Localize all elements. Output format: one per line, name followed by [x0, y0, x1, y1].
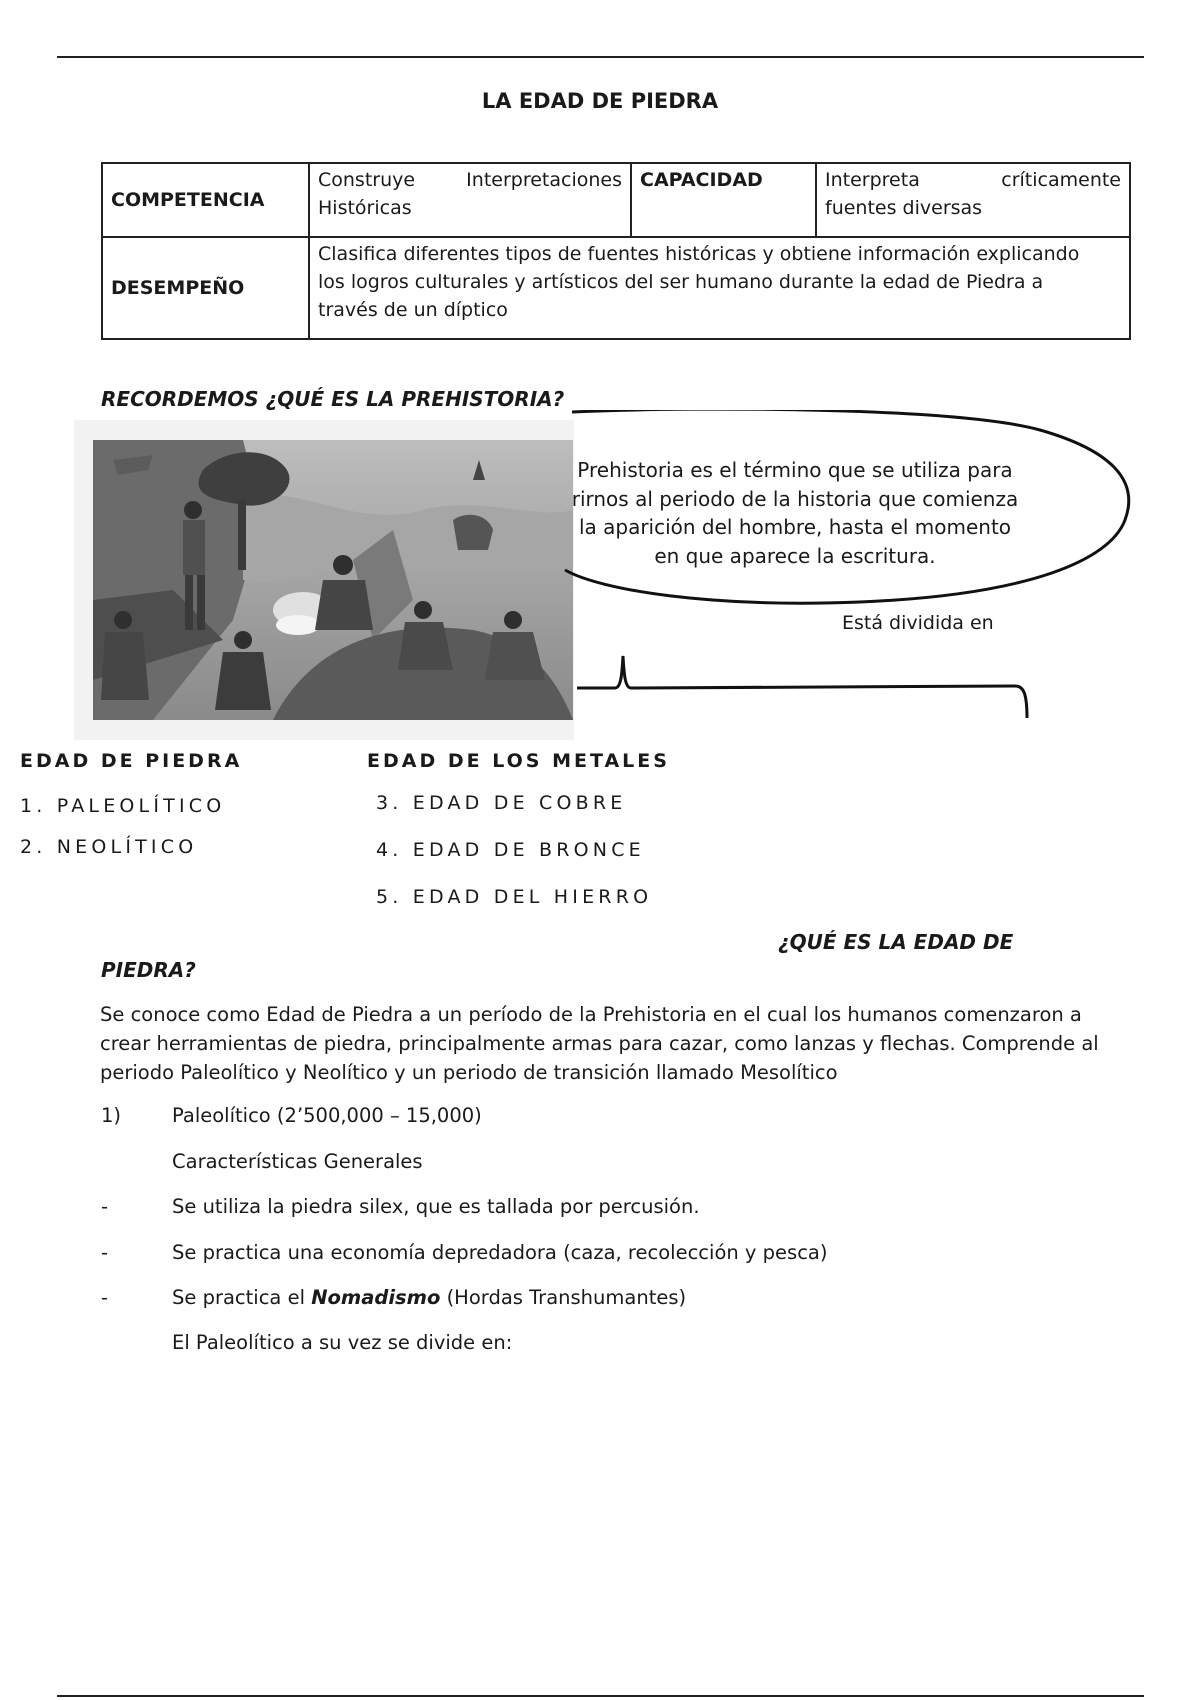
capacidad-value	[816, 163, 1130, 237]
definition-line: Prehistoria es el término que se utiliza para	[577, 458, 1013, 482]
capacidad-word: críticamente	[1001, 169, 1121, 191]
prehistoric-scene-image	[93, 440, 573, 720]
competencia-word: Construye	[318, 169, 416, 191]
division-intro: El Paleolítico a su vez se divide en:	[172, 1331, 513, 1354]
que-es-heading-part1: ¿QUÉ ES LA EDAD DE	[778, 930, 1014, 954]
bullet-marker: -	[101, 1241, 109, 1264]
competencia-word: Interpretaciones	[466, 169, 622, 191]
period-item: 5. EDAD DEL HIERRO	[376, 886, 653, 908]
definition-line: en que aparece la escritura.	[654, 543, 936, 568]
dividida-label: Está dividida en	[842, 612, 994, 634]
top-rule	[57, 56, 1144, 58]
definition-line: la aparición del hombre, hasta el momento	[578, 515, 1012, 539]
definition-line: rirnos al periodo de la historia que comienza	[571, 486, 1019, 511]
division-brace	[575, 652, 1035, 722]
period-item: 1. PALEOLÍTICO	[20, 795, 226, 817]
bullet-text: Se utiliza la piedra silex, que es tallada por percusión.	[172, 1195, 700, 1218]
competency-table	[101, 162, 1131, 340]
capacidad-word: Interpreta	[825, 169, 920, 191]
capacidad-label: CAPACIDAD	[631, 163, 816, 237]
prehistoric-scene-illustration	[74, 420, 574, 740]
nomadismo-emphasis: Nomadismo	[311, 1286, 441, 1309]
capacidad-word: fuentes diversas	[825, 197, 983, 219]
edad-de-los-metales-heading: EDAD DE LOS METALES	[367, 750, 670, 772]
desempeno-value: Clasifica diferentes tipos de fuentes históricas y obtiene información explicando los logros culturales y artísticos del ser humano durante la edad de Piedra a través de un díptico	[309, 237, 1130, 339]
edad-de-piedra-heading: EDAD DE PIEDRA	[20, 750, 243, 772]
bullet-prefix: Se practica el	[172, 1286, 305, 1309]
period-item: 2. NEOLÍTICO	[20, 836, 198, 858]
bullet-marker: -	[101, 1286, 109, 1309]
desempeno-label: DESEMPEÑO	[102, 237, 309, 339]
competencia-value	[309, 163, 631, 237]
list-marker: 1)	[101, 1104, 122, 1127]
intro-paragraph: Se conoce como Edad de Piedra a un período de la Prehistoria en el cual los humanos comenzaron a crear herramientas de piedra, principalmente armas para cazar, como lanzas y flechas. Comprende al periodo Paleolítico y Neolítico y un periodo de transición llamado Mesolítico	[100, 1003, 1099, 1084]
period-item: 3. EDAD DE COBRE	[376, 792, 627, 814]
page-title: LA EDAD DE PIEDRA	[481, 89, 719, 113]
bottom-rule	[57, 1695, 1144, 1697]
paleolitico-item: Paleolítico (2’500,000 – 15,000)	[172, 1104, 482, 1127]
prehistoria-definition	[570, 456, 1020, 570]
competencia-label: COMPETENCIA	[102, 163, 309, 237]
bullet-text	[172, 1286, 686, 1309]
bullet-text: Se practica una economía depredadora (caza, recolección y pesca)	[172, 1241, 828, 1264]
recordemos-heading: RECORDEMOS ¿QUÉ ES LA PREHISTORIA?	[101, 387, 565, 411]
period-item: 4. EDAD DE BRONCE	[376, 839, 645, 861]
competencia-word: Históricas	[318, 197, 412, 219]
caracteristicas-subheading: Características Generales	[172, 1150, 423, 1173]
table-row	[102, 163, 1130, 237]
bullet-suffix: (Hordas Transhumantes)	[446, 1286, 687, 1309]
que-es-heading-part2: PIEDRA?	[101, 958, 196, 982]
table-row	[102, 237, 1130, 339]
bullet-marker: -	[101, 1195, 109, 1218]
